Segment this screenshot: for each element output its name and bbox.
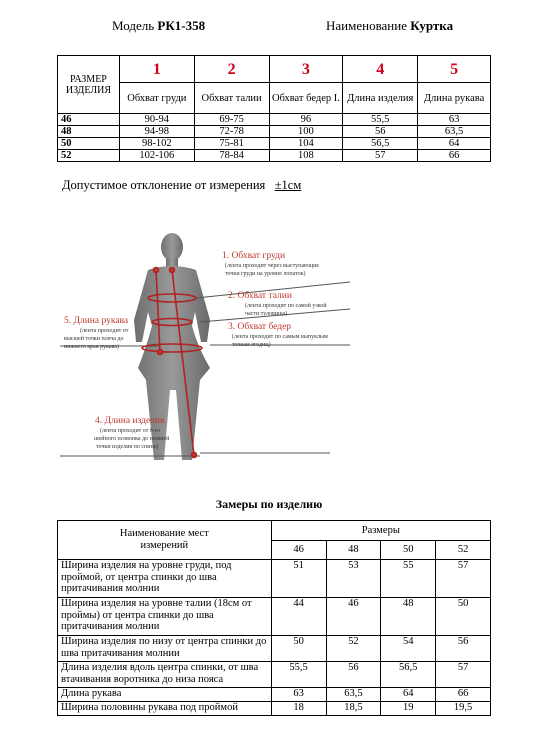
value-cell: 102-106 <box>119 150 194 162</box>
label-length-note: шейного позвонка до нижней <box>94 436 170 442</box>
measure-value: 19,5 <box>436 702 491 716</box>
label-sleeve-title: 5. Длина рукава <box>64 316 129 326</box>
garment-row <box>58 636 491 662</box>
garment-header-row <box>58 521 491 541</box>
model-value: РК1-358 <box>157 18 206 33</box>
measurement-figure <box>60 230 480 462</box>
value-cell: 78-84 <box>194 150 269 162</box>
tolerance-value: ±1см <box>274 178 302 192</box>
measure-value: 57 <box>436 662 491 688</box>
label-length-note: точки изделия по спине) <box>96 444 159 450</box>
value-cell: 108 <box>269 150 343 162</box>
name-header-cell: Наименование мест измерений <box>58 521 272 560</box>
measure-value: 18 <box>271 702 326 716</box>
measure-name: Ширина изделия по низу от центра спинки до шва притачивания молнии <box>58 636 272 662</box>
size-row <box>58 138 491 150</box>
measure-name: Ширина изделия на уровне груди, под проймой, от центра спинки до шва притачивания молнии <box>58 560 272 598</box>
column-name: Длина изделия <box>343 83 418 114</box>
measure-value: 50 <box>271 636 326 662</box>
tolerance-note <box>62 178 301 193</box>
measure-value: 18,5 <box>326 702 381 716</box>
value-cell: 56 <box>343 126 418 138</box>
size-cell: 50 <box>58 138 120 150</box>
measure-value: 54 <box>381 636 436 662</box>
name-label: Наименование <box>326 18 407 33</box>
value-cell: 90-94 <box>119 114 194 126</box>
label-waist-note: части туловища) <box>245 311 288 317</box>
measure-value: 48 <box>381 598 436 636</box>
value-cell: 64 <box>418 138 491 150</box>
column-number: 4 <box>343 56 418 83</box>
label-hip-note: точкам ягодиц) <box>232 342 271 348</box>
value-cell: 96 <box>269 114 343 126</box>
value-cell: 63,5 <box>418 126 491 138</box>
name-value: Куртка <box>410 18 454 33</box>
garment-row <box>58 662 491 688</box>
label-waist-note: (лента проходит по самой узкой <box>245 303 327 309</box>
label-length-note: (лента проходит от 6-го <box>100 428 161 434</box>
size-row <box>58 114 491 126</box>
size-cell: 52 <box>58 150 120 162</box>
measure-value: 56 <box>436 636 491 662</box>
measure-value: 44 <box>271 598 326 636</box>
value-cell: 75-81 <box>194 138 269 150</box>
measure-value: 19 <box>381 702 436 716</box>
size-header-cell: РАЗМЕР ИЗДЕЛИЯ <box>58 56 120 114</box>
measure-value: 55,5 <box>271 662 326 688</box>
size-col-header: 50 <box>381 541 436 560</box>
label-chest-note: точки груди на уровне лопаток) <box>225 271 306 277</box>
label-hip-title: 3. Обхват бедер <box>228 322 292 332</box>
tolerance-text: Допустимое отклонение от измерения <box>62 178 266 192</box>
size-col-header: 52 <box>436 541 491 560</box>
label-hip-note: (лента проходит по самым выпуклым <box>232 334 328 340</box>
measure-value: 51 <box>271 560 326 598</box>
column-name: Обхват талии <box>194 83 269 114</box>
value-cell: 98-102 <box>119 138 194 150</box>
size-row <box>58 150 491 162</box>
label-length-title: 4. Длина изделия <box>95 416 165 426</box>
measure-value: 63 <box>271 688 326 702</box>
label-chest-title: 1. Обхват груди <box>222 251 286 261</box>
column-number: 3 <box>269 56 343 83</box>
value-cell: 56,5 <box>343 138 418 150</box>
column-number: 1 <box>119 56 194 83</box>
column-name: Длина рукава <box>418 83 491 114</box>
model-header <box>112 18 205 34</box>
model-label: Модель <box>112 18 155 33</box>
garment-row <box>58 688 491 702</box>
garment-row <box>58 702 491 716</box>
garment-table <box>57 520 491 716</box>
measure-value: 53 <box>326 560 381 598</box>
measure-name: Длина изделия вдоль центра спинки, от шва втачивания воротника до низа пояса <box>58 662 272 688</box>
measure-value: 46 <box>326 598 381 636</box>
label-chest-note: (лента проходит через выступающие <box>225 263 319 269</box>
measure-name: Длина рукава <box>58 688 272 702</box>
value-cell: 69-75 <box>194 114 269 126</box>
size-col-header: 46 <box>271 541 326 560</box>
value-cell: 55,5 <box>343 114 418 126</box>
value-cell: 100 <box>269 126 343 138</box>
measure-value: 66 <box>436 688 491 702</box>
measure-value: 56 <box>326 662 381 688</box>
label-sleeve-note: нижнего края рукава) <box>64 344 119 350</box>
measure-value: 64 <box>381 688 436 702</box>
measure-value: 63,5 <box>326 688 381 702</box>
column-name: Обхват груди <box>119 83 194 114</box>
measure-name: Ширина изделия на уровне талии (18см от проймы) от центра спинки до шва притачивания молнии <box>58 598 272 636</box>
sizes-header-cell: Размеры <box>271 521 490 541</box>
garment-row <box>58 598 491 636</box>
garment-table-title: Замеры по изделию <box>215 497 323 511</box>
measure-value: 56,5 <box>381 662 436 688</box>
size-col-header: 48 <box>326 541 381 560</box>
size-row <box>58 126 491 138</box>
label-sleeve-note: высшей точки плеча до <box>64 336 124 342</box>
value-cell: 94-98 <box>119 126 194 138</box>
garment-row <box>58 560 491 598</box>
size-cell: 46 <box>58 114 120 126</box>
label-sleeve-note: (лента проходит от <box>80 328 129 334</box>
value-cell: 104 <box>269 138 343 150</box>
size-table-number-row <box>58 56 491 83</box>
value-cell: 66 <box>418 150 491 162</box>
measure-name: Ширина половины рукава под проймой <box>58 702 272 716</box>
size-table-name-row <box>58 83 491 114</box>
column-name: Обхват бедер I. <box>269 83 343 114</box>
measure-value: 52 <box>326 636 381 662</box>
value-cell: 72-78 <box>194 126 269 138</box>
value-cell: 63 <box>418 114 491 126</box>
column-number: 5 <box>418 56 491 83</box>
column-number: 2 <box>194 56 269 83</box>
measure-value: 50 <box>436 598 491 636</box>
label-waist-title: 2. Обхват талии <box>228 291 292 301</box>
size-cell: 48 <box>58 126 120 138</box>
measure-value: 55 <box>381 560 436 598</box>
name-header <box>326 18 453 34</box>
measure-value: 57 <box>436 560 491 598</box>
size-table <box>57 55 491 162</box>
value-cell: 57 <box>343 150 418 162</box>
